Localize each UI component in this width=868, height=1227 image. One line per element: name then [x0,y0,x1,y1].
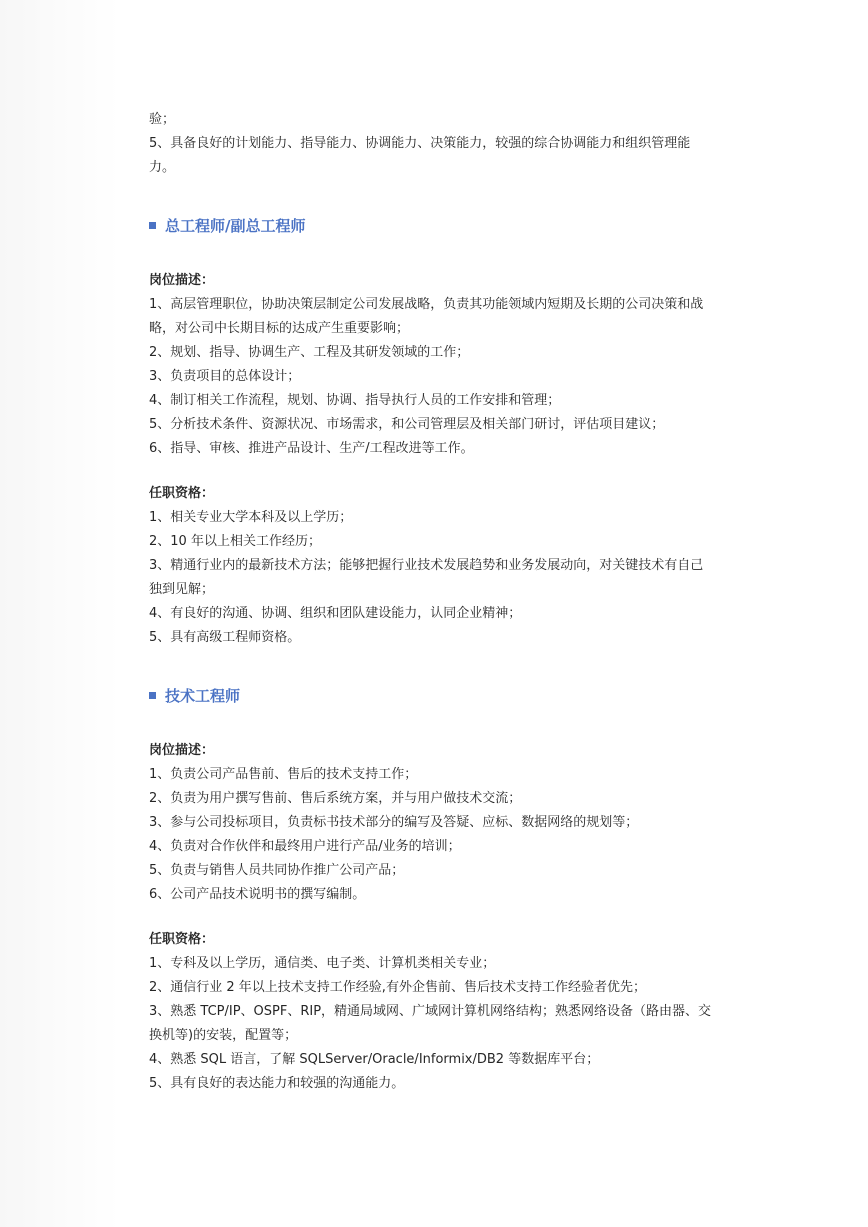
qualification-line: 4、有良好的沟通、协调、组织和团队建设能力，认同企业精神； [149,606,522,621]
description-line: 5、负责与销售人员共同协作推广公司产品； [149,863,405,878]
qualification-line: 独到见解； [149,582,215,597]
qualification-line: 换机等)的安装，配置等； [149,1028,298,1043]
document-body [149,108,729,1096]
description-heading: 岗位描述： [149,273,215,288]
qualification-line: 1、相关专业大学本科及以上学历； [149,510,353,525]
qualification-line: 2、通信行业 2 年以上技术支持工作经验,有外企售前、售后技术支持工作经验者优先； [149,980,646,995]
section-title-text: 技术工程师 [165,687,241,705]
description-line: 2、负责为用户撰写售前、售后系统方案，并与用户做技术交流； [149,791,522,806]
description-line: 1、负责公司产品售前、售后的技术支持工作； [149,767,418,782]
intro-line: 力。 [149,160,176,175]
qualification-line: 3、精通行业内的最新技术方法；能够把握行业技术发展趋势和业务发展动向，对关键技术有自己 [149,558,704,573]
qualification-line: 1、专科及以上学历，通信类、电子类、计算机类相关专业； [149,956,496,971]
section-technical-engineer [149,684,729,1096]
section-title-text: 总工程师/副总工程师 [165,217,306,235]
description-line: 6、公司产品技术说明书的撰写编制。 [149,887,366,902]
section-chief-engineer [149,214,729,650]
section-title [149,214,729,238]
qualification-line: 3、熟悉 TCP/IP、OSPF、RIP，精通局域网、广域网计算机网络结构；熟悉网络设备（路由器、交 [149,1004,712,1019]
description-line: 4、制订相关工作流程，规划、协调、指导执行人员的工作安排和管理； [149,393,561,408]
description-line: 5、分析技术条件、资源状况、市场需求，和公司管理层及相关部门研讨，评估项目建议； [149,417,665,432]
description-line: 3、参与公司投标项目，负责标书技术部分的编写及答疑、应标、数据网络的规划等； [149,815,639,830]
qualification-heading: 任职资格： [149,486,215,501]
description-line: 3、负责项目的总体设计； [149,369,301,384]
section-title [149,684,729,708]
qualification-line: 2、10 年以上相关工作经历； [149,534,321,549]
intro-line: 验； [149,112,176,127]
qualification-line: 5、具有高级工程师资格。 [149,630,301,645]
page-margin-shade [0,0,120,1227]
qualification-line: 5、具有良好的表达能力和较强的沟通能力。 [149,1076,405,1091]
qualification-line: 4、熟悉 SQL 语言，了解 SQLServer/Oracle/Informix/DB2 等数据库平台； [149,1052,600,1067]
intro-line: 5、具备良好的计划能力、指导能力、协调能力、决策能力，较强的综合协调能力和组织管理能 [149,136,691,151]
intro-block [149,108,729,180]
description-line: 1、高层管理职位，协助决策层制定公司发展战略，负责其功能领域内短期及长期的公司决策和战 [149,297,704,312]
qualification-heading: 任职资格： [149,932,215,947]
description-line: 2、规划、指导、协调生产、工程及其研发领域的工作； [149,345,470,360]
description-line: 略，对公司中长期目标的达成产生重要影响； [149,321,410,336]
square-bullet-icon [149,692,156,699]
description-line: 4、负责对合作伙伴和最终用户进行产品/业务的培训； [149,839,461,854]
square-bullet-icon [149,222,156,229]
description-line: 6、指导、审核、推进产品设计、生产/工程改进等工作。 [149,441,474,456]
description-heading: 岗位描述： [149,743,215,758]
